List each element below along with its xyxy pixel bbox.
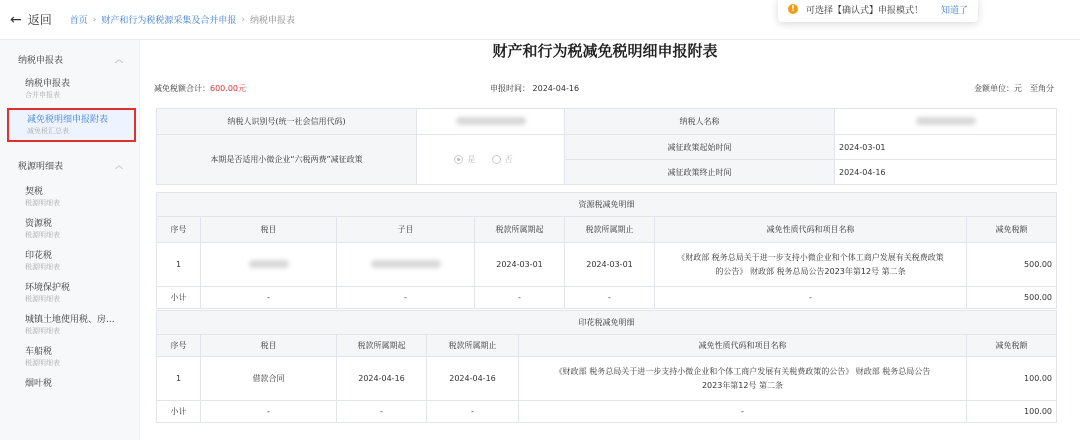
sidebar-group-source[interactable]	[0, 156, 139, 174]
sidebar-item-label: 城镇土地使用税、房...	[25, 315, 115, 325]
subtotal-cell: -	[201, 401, 337, 423]
row-desc-line: 的公告》 财政部 税务总局公告2023年第12号 第二条	[715, 266, 906, 276]
subtotal-cell: -	[565, 287, 655, 309]
row-amount: 500.00	[967, 243, 1057, 287]
subtotal-amount: 100.00	[967, 401, 1057, 423]
col-header: 税款所属期止	[565, 217, 655, 243]
row-no: 1	[157, 243, 201, 287]
breadcrumb-separator: ›	[92, 14, 97, 25]
col-header: 税款所属期起	[337, 335, 427, 357]
subtotal-label: 小计	[157, 287, 201, 309]
total-value: 600.00元	[210, 84, 246, 93]
back-arrow-icon: ←	[10, 11, 22, 28]
breadcrumb	[70, 13, 295, 26]
back-label: 返回	[27, 13, 52, 27]
section-title: 资源税减免明细	[157, 193, 1057, 217]
row-desc-line: 《财政部 税务总局关于进一步支持小微企业和个体工商户发展有关税费政策	[677, 252, 944, 262]
col-header: 税目	[201, 335, 337, 357]
taxpayer-name-label: 纳税人名称	[565, 109, 835, 135]
policy-question: 本期是否适用小微企业“六税两费”减征政策	[157, 135, 417, 185]
row-item	[201, 243, 337, 287]
back-button[interactable]	[10, 11, 52, 28]
sidebar-item-label: 烟叶税	[25, 379, 53, 389]
col-header: 减免性质代码和项目名称	[519, 335, 967, 357]
breadcrumb-combined-filing[interactable]: 财产和行为税税源采集及合并申报	[101, 16, 237, 26]
sidebar-item-filing-form[interactable]	[0, 72, 139, 104]
policy-start-value: 2024-03-01	[835, 135, 1057, 160]
subtotal-amount: 500.00	[967, 287, 1057, 309]
sidebar-item-sub: 合并申报表	[25, 91, 60, 99]
table-row	[157, 357, 1057, 401]
row-amount: 100.00	[967, 357, 1057, 401]
row-desc	[519, 357, 967, 401]
subtotal-row	[157, 287, 1057, 309]
row-desc	[655, 243, 967, 287]
sidebar-group-filing[interactable]	[0, 50, 139, 68]
subtotal-cell: -	[519, 401, 967, 423]
section-title: 印花税减免明细	[157, 311, 1057, 335]
col-header: 减免税额	[967, 217, 1057, 243]
sidebar-item-vehicle-tax[interactable]	[0, 340, 139, 372]
policy-radio-group	[417, 135, 565, 185]
sidebar-group-title: 纳税申报表	[18, 55, 64, 66]
breadcrumb-home[interactable]: 首页	[69, 16, 88, 26]
sidebar-item-sub: 税源明细表	[25, 359, 60, 367]
chevron-up-icon: ︿	[115, 54, 123, 64]
row-start: 2024-03-01	[475, 243, 565, 287]
amount-unit: 金额单位：元 至角分	[974, 84, 1054, 93]
col-header: 序号	[157, 335, 201, 357]
warning-icon: !	[788, 4, 798, 14]
subtotal-label: 小计	[157, 401, 201, 423]
radio-circle-icon	[492, 155, 501, 164]
taxpayer-info-table	[156, 108, 1057, 185]
row-item: 借款合同	[201, 357, 337, 401]
toast-message: 可选择【确认式】申报模式！	[806, 5, 924, 16]
sidebar	[0, 40, 140, 440]
subtotal-cell: -	[337, 401, 427, 423]
sidebar-item-label: 印花税	[25, 251, 53, 261]
total-label: 减免税额合计：	[154, 84, 210, 93]
sidebar-group-title: 税源明细表	[18, 161, 64, 172]
sidebar-item-exemption-detail[interactable]	[7, 108, 136, 142]
row-end: 2024-03-01	[565, 243, 655, 287]
taxpayer-id-label: 纳税人识别号(统一社会信用代码)	[157, 109, 417, 135]
sidebar-item-tobacco-tax[interactable]	[0, 372, 139, 394]
sidebar-item-label: 资源税	[25, 219, 53, 229]
subtotal-cell: -	[655, 287, 967, 309]
report-time: 申报时间： 2024-04-16	[490, 84, 580, 93]
radio-no-label: 否	[504, 154, 513, 164]
table-row	[157, 243, 1057, 287]
row-desc-line: 《财政部 税务总局关于进一步支持小微企业和个体工商户发展有关税费政策的公告》 财政部 税务总局公告	[554, 366, 931, 376]
taxpayer-name-value	[835, 109, 1057, 135]
policy-end-value: 2024-04-16	[835, 160, 1057, 185]
radio-yes[interactable]	[454, 154, 475, 165]
sidebar-item-land-tax[interactable]	[0, 308, 139, 340]
subtotal-cell: -	[427, 401, 519, 423]
row-end: 2024-04-16	[427, 357, 519, 401]
row-subitem	[337, 243, 475, 287]
chevron-up-icon: ︿	[115, 160, 123, 170]
sidebar-item-label: 环境保护税	[25, 283, 71, 293]
col-header: 减免税额	[967, 335, 1057, 357]
stamp-tax-table	[156, 310, 1057, 423]
policy-end-label: 减征政策终止时间	[565, 160, 835, 185]
sidebar-item-resource-tax[interactable]	[0, 212, 139, 244]
radio-yes-label: 是	[467, 154, 476, 164]
sidebar-item-sub: 税源明细表	[25, 231, 60, 239]
row-start: 2024-04-16	[337, 357, 427, 401]
sidebar-item-sub: 税源明细表	[25, 295, 60, 303]
row-no: 1	[157, 357, 201, 401]
sidebar-item-stamp-tax[interactable]	[0, 244, 139, 276]
col-header: 子目	[337, 217, 475, 243]
mode-toast	[778, 0, 978, 22]
subtotal-cell: -	[201, 287, 337, 309]
col-header: 减免性质代码和项目名称	[655, 217, 967, 243]
col-header: 序号	[157, 217, 201, 243]
sidebar-item-sub: 减免税汇总表	[27, 127, 69, 135]
sidebar-item-sub: 税源明细表	[25, 263, 60, 271]
subtotal-cell: -	[337, 287, 475, 309]
sidebar-item-sub: 税源明细表	[25, 199, 60, 207]
main-content	[150, 40, 1060, 440]
col-header: 税款所属期起	[475, 217, 565, 243]
radio-circle-icon	[454, 155, 463, 164]
toast-ack-button[interactable]: 知道了	[940, 5, 968, 16]
resource-tax-table	[156, 192, 1057, 309]
sidebar-item-label: 纳税申报表	[25, 79, 71, 89]
subtotal-row	[157, 401, 1057, 423]
sidebar-item-sub: 税源明细表	[25, 327, 60, 335]
sidebar-item-label: 车船税	[25, 347, 53, 357]
sidebar-item-label: 契税	[25, 187, 44, 197]
sidebar-item-environment-tax[interactable]	[0, 276, 139, 308]
sidebar-item-label: 减免税明细申报附表	[27, 115, 109, 125]
taxpayer-id-value	[417, 109, 565, 135]
policy-start-label: 减征政策起始时间	[565, 135, 835, 160]
page-title: 财产和行为税减免税明细申报附表	[492, 42, 718, 60]
sidebar-item-deed-tax[interactable]	[0, 180, 139, 212]
col-header: 税目	[201, 217, 337, 243]
radio-no[interactable]	[492, 154, 513, 165]
row-desc-line: 2023年第12号 第二条	[701, 380, 784, 390]
breadcrumb-current: 纳税申报表	[250, 16, 296, 26]
subtotal-cell: -	[475, 287, 565, 309]
col-header: 税款所属期止	[427, 335, 519, 357]
breadcrumb-separator: ›	[241, 14, 245, 25]
total-exemption	[154, 83, 246, 94]
